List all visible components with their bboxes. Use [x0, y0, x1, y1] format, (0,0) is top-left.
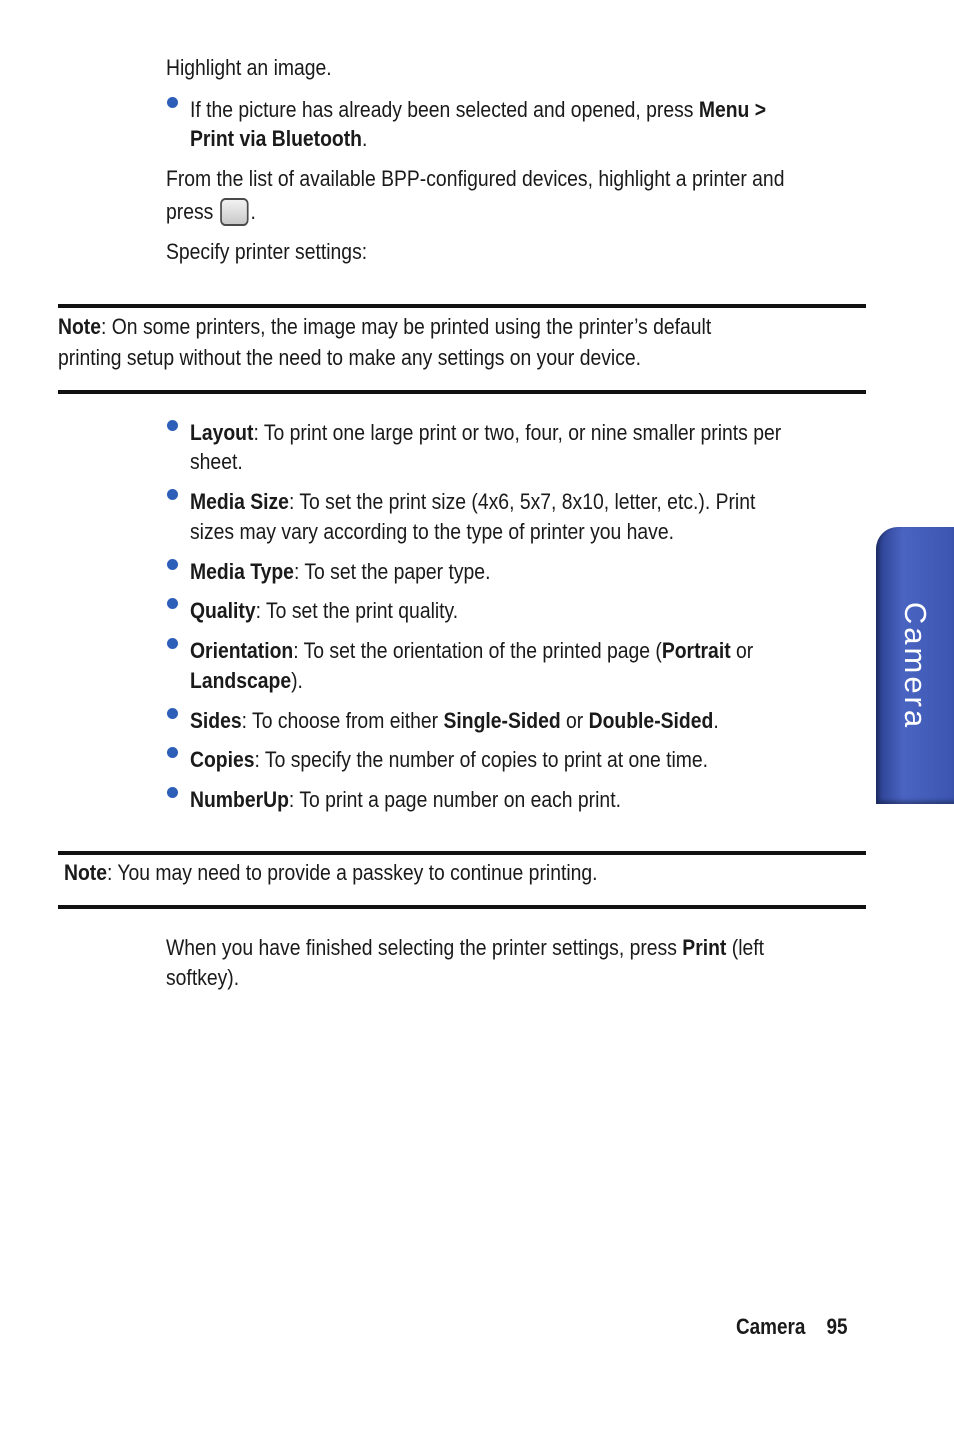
setting-desc: : To set the orientation of the printed page (: [293, 638, 662, 663]
bullet-icon: [167, 787, 178, 798]
setting-numberup: [190, 785, 621, 815]
note-rule-bottom: [58, 390, 866, 394]
period: .: [362, 126, 368, 151]
setting-term: Media Type: [190, 559, 294, 584]
period: .: [250, 199, 256, 224]
bullet-icon: [167, 708, 178, 719]
bullet-icon: [167, 559, 178, 570]
setting-term: NumberUp: [190, 787, 289, 812]
step-opened-line2: [190, 124, 367, 154]
setting-media-size-line2: sizes may vary according to the type of printer you have.: [190, 519, 674, 544]
ok-key-icon: [220, 198, 248, 226]
note2: [64, 858, 598, 888]
step-finish-text: When you have finished selecting the printer settings, press: [166, 935, 683, 960]
option-portrait: Portrait: [661, 638, 731, 663]
step-highlight: Highlight an image.: [166, 55, 332, 80]
option-single-sided: Single-Sided: [443, 708, 561, 733]
step-finish-text: (left: [726, 935, 765, 960]
bullet-icon: [167, 638, 178, 649]
setting-term: Copies: [190, 747, 255, 772]
step-finish-line1: [166, 933, 764, 963]
section-side-tab: [876, 527, 954, 804]
note-rule-top: [58, 851, 866, 855]
connector-text: or: [560, 708, 589, 733]
step-opened-line1: [190, 95, 766, 125]
menu-path-print: Print via Bluetooth: [190, 126, 363, 151]
setting-layout: [190, 418, 781, 448]
note2-text: : You may need to provide a passkey to continue printing.: [107, 860, 598, 885]
note1-line2: printing setup without the need to make any settings on your device.: [58, 345, 642, 370]
setting-orientation: [190, 636, 753, 666]
connector-text: .: [713, 708, 719, 733]
bullet-icon: [167, 747, 178, 758]
note-rule-top: [58, 304, 866, 308]
connector-text: or: [730, 638, 754, 663]
bullet-icon: [167, 598, 178, 609]
side-tab-label: Camera: [898, 601, 933, 730]
bullet-icon: [167, 489, 178, 500]
setting-orientation-line2: [190, 666, 303, 696]
note-rule-bottom: [58, 905, 866, 909]
note1-text: : On some printers, the image may be printed using the printer’s default: [101, 314, 712, 339]
note-label: Note: [64, 860, 107, 885]
setting-desc: : To specify the number of copies to print at one time.: [254, 747, 709, 772]
step-opened-text: If the picture has already been selected and opened, press: [190, 97, 699, 122]
setting-media-size: [190, 487, 755, 517]
page-footer: [736, 1312, 848, 1342]
setting-term: Sides: [190, 708, 242, 733]
setting-desc: : To print a page number on each print.: [288, 787, 621, 812]
option-double-sided: Double-Sided: [588, 708, 714, 733]
setting-term: Orientation: [190, 638, 294, 663]
page-number: 95: [826, 1314, 848, 1339]
step-list-press: press: [166, 199, 214, 224]
setting-term: Layout: [190, 420, 254, 445]
menu-path-menu: Menu >: [698, 97, 767, 122]
note1-line1: [58, 312, 711, 342]
setting-term: Quality: [190, 598, 256, 623]
setting-term: Media Size: [190, 489, 289, 514]
print-softkey-label: Print: [682, 935, 727, 960]
setting-media-type: [190, 557, 490, 587]
setting-desc: : To print one large print or two, four, or nine smaller prints per: [253, 420, 782, 445]
step-finish-line2: softkey).: [166, 965, 240, 990]
setting-desc: : To set the print quality.: [255, 598, 459, 623]
setting-desc: : To choose from either: [241, 708, 444, 733]
setting-sides: [190, 706, 719, 736]
option-landscape: Landscape: [190, 668, 292, 693]
step-list-line1: From the list of available BPP-configured devices, highlight a printer and: [166, 166, 785, 191]
setting-layout-line2: sheet.: [190, 449, 243, 474]
setting-desc: : To set the paper type.: [293, 559, 491, 584]
setting-copies: [190, 745, 708, 775]
bullet-icon: [167, 420, 178, 431]
bullet-icon: [167, 97, 178, 108]
setting-quality: [190, 596, 458, 626]
step-specify: Specify printer settings:: [166, 239, 368, 264]
note-label: Note: [58, 314, 101, 339]
setting-desc: : To set the print size (4x6, 5x7, 8x10, letter, etc.). Print: [288, 489, 756, 514]
footer-section: Camera: [736, 1314, 806, 1339]
step-list-line2: [166, 197, 256, 227]
connector-text: ).: [291, 668, 303, 693]
